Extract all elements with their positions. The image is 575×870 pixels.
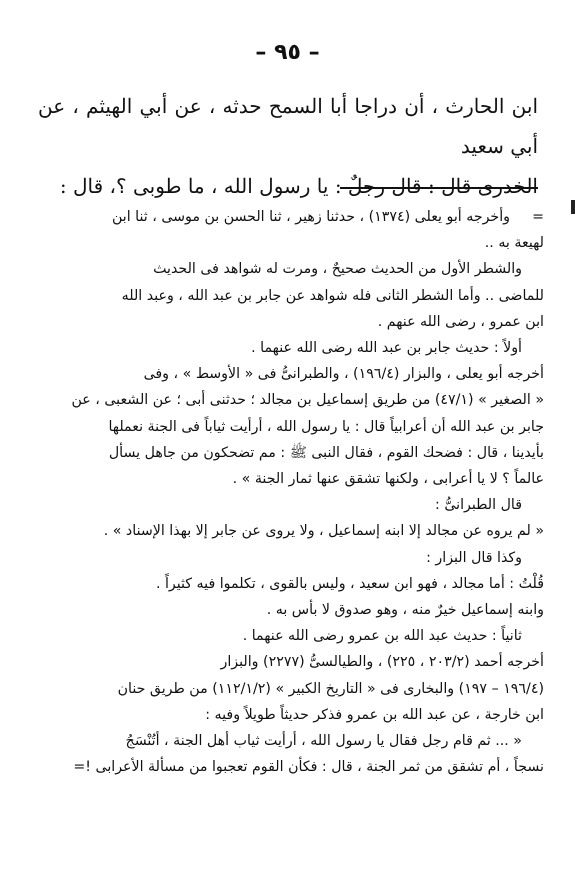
footnote-line: « ... ثم قام رجل فقال يا رسول الله ، أرأيت ثياب أهل الجنة ، أتُنْسَجُ [125, 733, 522, 750]
footnote-line: وكذا قال البزار : [426, 549, 522, 566]
footnote-line [34, 204, 544, 230]
footnote-line: أخرجه أحمد (٢٠٣/٢ ، ٢٢٥) ، والطيالسىُّ (٢٢٧٧) والبزار [220, 654, 544, 671]
footnote-line: أخرجه أبو يعلى ، والبزار (١٩٦/٤) ، والطبرانىُّ فى « الأوسط » ، وفى [143, 366, 544, 383]
footnote-line: « لم يروه عن مجالد إلا ابنه إسماعيل ، ولا يروى عن جابر إلا بهذا الإسناد » . [103, 523, 544, 540]
footnote-line: لهيعة به .. [484, 235, 544, 252]
footnote-divider [340, 187, 538, 189]
footnote-line: للماضى .. وأما الشطر الثانى فله شواهد عن جابر بن عبد الله ، وعبد الله [121, 287, 544, 304]
footnote-line: أولاً : حديث جابر بن عبد الله رضى الله عنهما . [251, 340, 522, 357]
footnote-line: نسجاً ، أم تشقق من ثمر الجنة ، قال : فكأن القوم تعجبوا من مسألة الأعرابى != [73, 759, 544, 776]
footnote-line: ابن خارجة ، عن عبد الله بن عمرو فذكر حديثاً طويلاً وفيه : [205, 706, 544, 723]
page-number: – ٩٥ – [255, 40, 320, 65]
footnote-line: « الصغير » (٤٧/١) من طريق إسماعيل بن مجالد ؛ حدثنى أبى ؛ عن الشعبى ، عن [71, 392, 544, 409]
footnote-line: جابر بن عبد الله أن أعرابياً قال : يا رسول الله ، أرأيت ثياباً فى الجنة نعملها [108, 418, 544, 435]
footnote-line: وابنه إسماعيل خيرٌ منه ، وهو صدوق لا بأس به . [266, 602, 544, 619]
footnote-line: قال الطبرانىُّ : [435, 497, 522, 514]
footnote-line: ابن عمرو ، رضى الله عنهم . [377, 313, 544, 330]
main-text-line: ابن الحارث ، أن دراجا أبا السمح حدثه ، عن أبي الهيثم ، عن أبي سعيد [38, 94, 538, 158]
footnote-line: عالماً ؟ لا يا أعرابى ، ولكنها تشقق عنها ثمار الجنة » . [232, 471, 544, 488]
main-text-line: الخدرى قال : قال رجلٌ : يا رسول الله ، ما طوبى ؟، قال : [59, 174, 538, 198]
continuation-mark: = [532, 209, 544, 225]
footnote-line: بأيدينا ، قال : فضحك القوم ، فقال النبى ﷺ : مم تضحكون من جاهل يسأل [108, 444, 544, 461]
footnote-line: والشطر الأول من الحديث صحيحٌ ، ومرت له شواهد فى الحديث [153, 261, 522, 278]
footnotes [34, 204, 544, 780]
footnote-text: وأخرجه أبو يعلى (١٣٧٤) ، حدثنا زهير ، ثنا الحسن بن موسى ، ثنا ابن [111, 209, 510, 225]
footnote-line: ثانياً : حديث عبد الله بن عمرو رضى الله عنهما . [242, 628, 522, 645]
margin-mark [571, 200, 575, 214]
footnote-line: (١٩٦/٤ – ١٩٧) والبخارى فى « التاريخ الكبير » (١١٢/١/٢) من طريق حنان [117, 680, 544, 697]
footnote-line: قُلْتُ : أما مجالد ، فهو ابن سعيد ، وليس بالقوى ، تكلموا فيه كثيراً . [155, 575, 544, 592]
